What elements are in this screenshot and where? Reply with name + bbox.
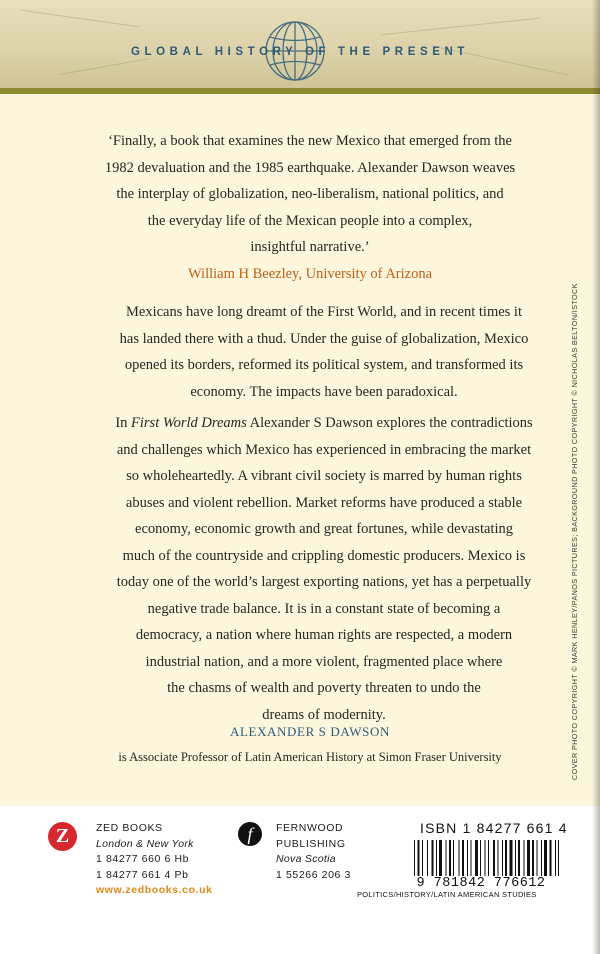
quote-line: the everyday life of the Mexican people into a complex, (147, 212, 473, 229)
paragraph-line: has landed there with a thud. Under the guise of globalization, Mexico (119, 330, 529, 347)
quote-attribution: William H Beezley, University of Arizona (187, 265, 433, 282)
isbn-paperback: 1 84277 661 4 Pb (96, 868, 189, 881)
description-paragraph-1 (104, 299, 544, 405)
paragraph-line (104, 410, 544, 437)
cover-edge-shadow (592, 0, 600, 954)
isbn-label: ISBN 1 84277 661 4 (420, 820, 568, 836)
quote-line: the interplay of globalization, neo-liberalism, national politics, and (116, 186, 504, 202)
paragraph-line: so wholeheartedly. A vibrant civil society is marred by human rights (126, 468, 522, 484)
publisher-location: London & New York (96, 837, 194, 850)
publisher-name: FERNWOOD (276, 822, 344, 834)
series-title: GLOBAL HISTORY OF THE PRESENT (130, 46, 470, 58)
isbn-hardback: 1 84277 660 6 Hb (96, 853, 190, 865)
quote-line: 1982 devaluation and the 1985 earthquake. Alexander Dawson weaves (104, 159, 516, 176)
paragraph-line: today one of the world’s largest exporting nations, yet has a perpetually (116, 574, 532, 590)
description-paragraph-2 (104, 410, 544, 728)
fernwood-logo: f (238, 822, 262, 846)
fernwood-info (276, 821, 351, 883)
paragraph-line: abuses and violent rebellion. Market reforms have produced a stable (125, 494, 523, 511)
barcode-number: 9 781842 776612 (396, 876, 566, 891)
paragraph-line: the chasms of wealth and poverty threaten to undo the (167, 680, 481, 696)
photo-credit-text: COVER PHOTO COPYRIGHT © MARK HENLEY/PANOS PICTURES; BACKGROUND PHOTO COPYRIGHT © NICHOLAS BELTON/ISTOCK (570, 283, 579, 780)
paragraph-line: opened its borders, reformed its political system, and transformed its (124, 357, 524, 373)
paragraph-line: Mexicans have long dreamt of the First World, and in recent times it (125, 304, 522, 320)
endorsement-quote (80, 128, 540, 287)
subject-category: POLITICS/HISTORY/LATIN AMERICAN STUDIES (357, 890, 537, 899)
paragraph-line: economy. The impacts have been paradoxical. (190, 383, 458, 400)
paragraph-intro: In (115, 415, 132, 431)
paragraph-line: dreams of modernity. (262, 706, 386, 723)
photo-credit (570, 260, 584, 780)
paragraph-line: economy, economic growth and great fortunes, while devastating (135, 521, 513, 537)
paragraph-first-line-rest: Alexander S Dawson explores the contradictions (246, 415, 533, 431)
author-name: ALEXANDER S DAWSON (230, 724, 390, 739)
quote-line: insightful narrative.’ (250, 239, 370, 255)
paragraph-line: much of the countryside and crippling domestic producers. Mexico is (122, 547, 526, 564)
zed-books-logo: Z (48, 822, 77, 851)
paragraph-line: democracy, a nation where human rights are respected, a modern (135, 627, 513, 643)
paragraph-line: and challenges which Mexico has experienced in embracing the market (116, 441, 532, 458)
publisher-location: Nova Scotia (276, 853, 336, 865)
isbn: 1 55266 206 3 (276, 868, 351, 881)
author-bio: is Associate Professor of Latin American History at Simon Fraser University (118, 750, 502, 764)
header-stripe (0, 88, 600, 94)
publisher-name-2: PUBLISHING (276, 837, 346, 850)
zed-books-info (96, 821, 213, 899)
book-title: First World Dreams (131, 415, 247, 431)
quote-line: ‘Finally, a book that examines the new Mexico that emerged from the (108, 133, 512, 149)
publisher-name: ZED BOOKS (96, 822, 163, 834)
paragraph-line: negative trade balance. It is in a constant state of becoming a (147, 600, 501, 617)
paragraph-line: industrial nation, and a more violent, fragmented place where (145, 653, 503, 670)
publisher-url[interactable]: www.zedbooks.co.uk (96, 884, 213, 896)
